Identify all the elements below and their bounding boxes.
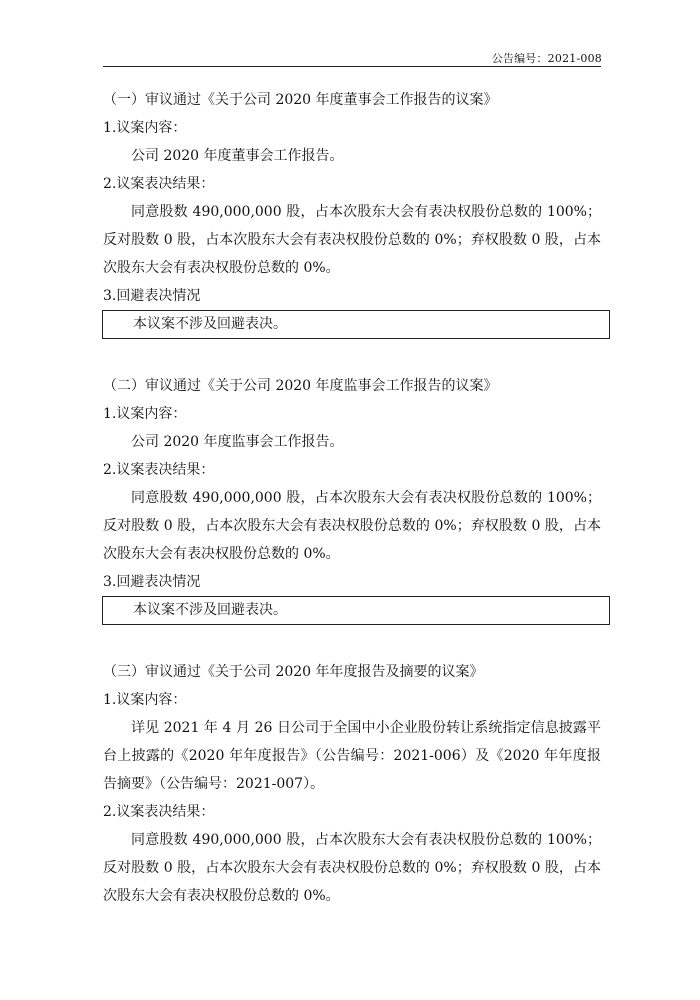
section-2 xyxy=(103,372,601,625)
result-label: 2.议案表决结果： xyxy=(103,804,215,820)
avoid-text-box: 本议案不涉及回避表决。 xyxy=(102,596,610,625)
section-3 xyxy=(103,658,601,910)
avoid-label: 3.回避表决情况 xyxy=(103,288,201,304)
result-text: 同意股数 490,000,000 股，占本次股东大会有表决权股份总数的 100%；反对股数 0 股，占本次股东大会有表决权股份总数的 0%；弃权股数 0 股，占本次股东大会有表决权股份总数的 0%。 xyxy=(103,490,601,562)
section-heading: （一）审议通过《关于公司 2020 年度董事会工作报告的议案》 xyxy=(103,92,498,108)
content-text: 公司 2020 年度董事会工作报告。 xyxy=(131,148,344,164)
result-text: 同意股数 490,000,000 股，占本次股东大会有表决权股份总数的 100%；反对股数 0 股，占本次股东大会有表决权股份总数的 0%；弃权股数 0 股，占本次股东大会有表决权股份总数的 0%。 xyxy=(103,204,601,276)
section-heading: （三）审议通过《关于公司 2020 年年度报告及摘要的议案》 xyxy=(103,664,484,680)
content-text: 详见 2021 年 4 月 26 日公司于全国中小企业股份转让系统指定信息披露平台上披露的《2020 年年度报告》（公告编号：2021-006）及《2020 年年度报告摘要》（公告编号：2021-007）。 xyxy=(103,720,601,792)
notice-number: 公告编号：2021-008 xyxy=(491,52,602,65)
result-label: 2.议案表决结果： xyxy=(103,176,215,192)
avoid-label: 3.回避表决情况 xyxy=(103,574,201,590)
content-label: 1.议案内容： xyxy=(103,692,187,708)
content-label: 1.议案内容： xyxy=(103,120,187,136)
avoid-text-box: 本议案不涉及回避表决。 xyxy=(102,310,610,339)
section-1 xyxy=(103,86,601,339)
header-rule xyxy=(103,66,601,67)
content-label: 1.议案内容： xyxy=(103,406,187,422)
content-text: 公司 2020 年度监事会工作报告。 xyxy=(131,434,344,450)
section-heading: （二）审议通过《关于公司 2020 年度监事会工作报告的议案》 xyxy=(103,378,498,394)
document-body xyxy=(103,86,601,910)
result-text: 同意股数 490,000,000 股，占本次股东大会有表决权股份总数的 100%；反对股数 0 股，占本次股东大会有表决权股份总数的 0%；弃权股数 0 股，占本次股东大会有表决权股份总数的 0%。 xyxy=(103,832,601,904)
result-label: 2.议案表决结果： xyxy=(103,462,215,478)
